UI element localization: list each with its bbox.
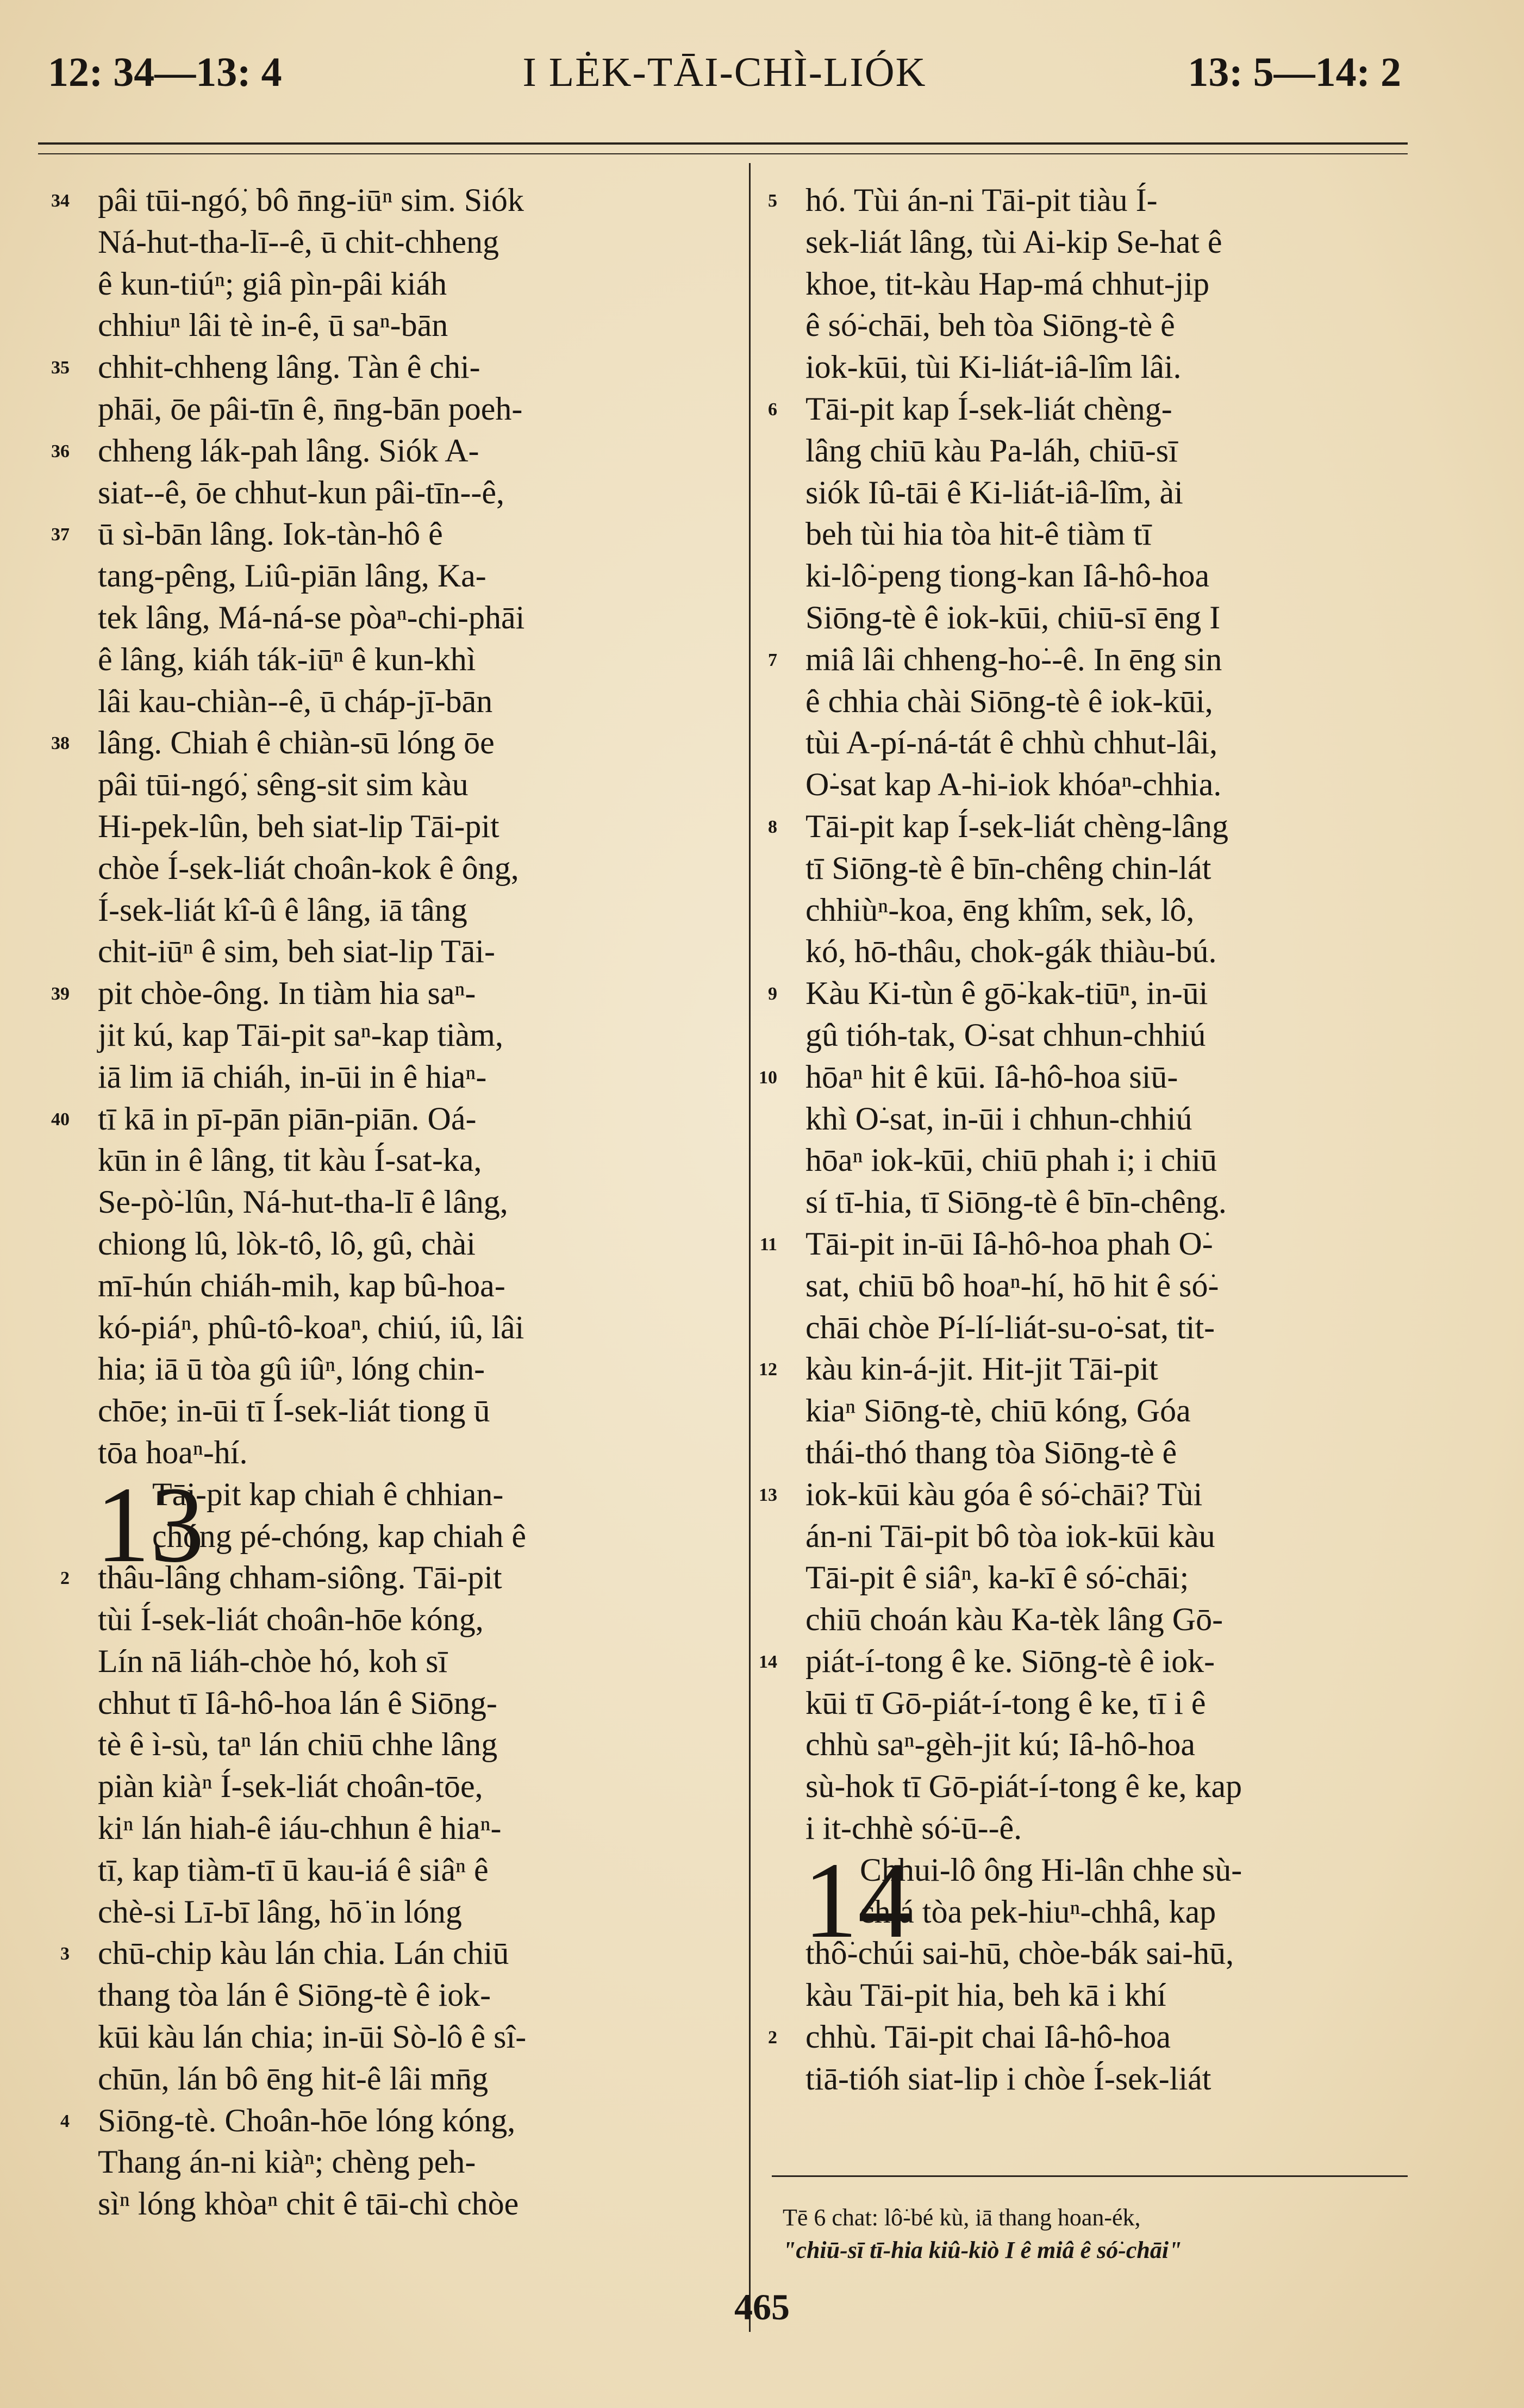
verse-number: 6 bbox=[768, 399, 777, 420]
text-line bbox=[805, 1766, 1431, 1807]
line-text: tī kā in pī-pān piān-piān. Oá- bbox=[98, 1100, 477, 1137]
line-text: tī, kap tiàm-tī ū kau-iá ê siâⁿ ê bbox=[98, 1851, 489, 1888]
text-line bbox=[98, 221, 723, 263]
text-line bbox=[805, 1265, 1431, 1307]
line-text: chūn, lán bô ēng hit-ê lâi mn̄g bbox=[98, 2060, 489, 2097]
text-line bbox=[51, 1098, 723, 1140]
running-head bbox=[48, 49, 1401, 109]
text-line bbox=[51, 346, 723, 388]
line-text: piát-í-tong ê ke. Siōng-tè ê iok- bbox=[805, 1643, 1215, 1679]
text-line bbox=[759, 1223, 1431, 1265]
text-line bbox=[98, 1849, 723, 1891]
line-text: beh tùi hia tòa hit-ê tiàm tī bbox=[805, 516, 1152, 552]
line-text: khoe, tit-kàu Hap-má chhut-jip bbox=[805, 265, 1210, 302]
text-line bbox=[98, 2183, 723, 2225]
footnote-line-2: "chiū-sī tī-hia kiû-kiò I ê miâ ê só͘-chāi" bbox=[783, 2237, 1182, 2263]
line-text: thô͘-chúi sai-hū, chòe-bák sai-hū, bbox=[805, 1935, 1234, 1972]
text-line bbox=[805, 1390, 1431, 1432]
text-line bbox=[98, 889, 723, 931]
text-line bbox=[805, 764, 1431, 806]
text-line bbox=[759, 1474, 1431, 1515]
text-line bbox=[805, 1432, 1431, 1474]
text-line bbox=[805, 2058, 1431, 2100]
line-text: ê kun-tiúⁿ; giâ pìn-pâi kiáh bbox=[98, 265, 447, 302]
text-line bbox=[768, 806, 1431, 847]
line-text: tùi A-pí-ná-tát ê chhù chhut-lâi, bbox=[805, 725, 1218, 761]
line-text: hia; iā ū tòa gû iûⁿ, lóng chin- bbox=[98, 1351, 485, 1387]
line-text: kūi kàu lán chia; in-ūi Sò-lô ê sî- bbox=[98, 2019, 527, 2055]
text-line bbox=[805, 430, 1431, 472]
text-line bbox=[51, 430, 723, 472]
line-text: ê chhia chài Siōng-tè ê iok-kūi, bbox=[805, 683, 1213, 719]
line-text: chāi chòe Pí-lí-liát-su-o͘-sat, tit- bbox=[805, 1309, 1215, 1345]
line-text: jit kú, kap Tāi-pit saⁿ-kap tiàm, bbox=[98, 1016, 503, 1053]
text-line bbox=[768, 2016, 1431, 2058]
text-line bbox=[805, 681, 1431, 722]
line-text: chiong lû, lòk-tô, lô, gû, chài bbox=[98, 1225, 476, 1262]
footnote bbox=[783, 2201, 1408, 2267]
text-line bbox=[768, 179, 1431, 221]
verse-number: 34 bbox=[51, 191, 70, 211]
header-left-reference: 12: 34—13: 4 bbox=[48, 49, 282, 95]
line-text: iā lim iā chiáh, in-ūi in ê hiaⁿ- bbox=[98, 1058, 487, 1095]
text-line bbox=[98, 1515, 723, 1557]
line-text: Hi-pek-lûn, beh siat-lip Tāi-pit bbox=[98, 808, 499, 844]
page-number: 465 bbox=[734, 2286, 790, 2328]
verse-number: 10 bbox=[759, 1067, 777, 1088]
text-line bbox=[98, 597, 723, 639]
verse-number: 40 bbox=[51, 1109, 70, 1130]
text-line bbox=[805, 1515, 1431, 1557]
line-text: chè-si Lī-bī lâng, hō͘ in lóng bbox=[98, 1893, 462, 1930]
line-text: pâi tūi-ngó͘, sêng-sit sim kàu bbox=[98, 766, 469, 803]
text-line bbox=[805, 513, 1431, 555]
line-text: tùi Í-sek-liát choân-hōe kóng, bbox=[98, 1601, 484, 1638]
text-line bbox=[98, 263, 723, 305]
line-text: miâ lâi chheng-ho͘--ê. In ēng sin bbox=[805, 641, 1222, 677]
text-line bbox=[98, 1181, 723, 1223]
text-line bbox=[98, 681, 723, 722]
line-text: Se-pò͘-lûn, Ná-hut-tha-lī ê lâng, bbox=[98, 1184, 508, 1220]
line-text: chhiùⁿ-koa, ēng khîm, sek, lô, bbox=[805, 891, 1195, 928]
text-line bbox=[759, 1348, 1431, 1390]
text-line bbox=[98, 1891, 723, 1933]
text-line bbox=[768, 639, 1431, 681]
line-text: hōaⁿ hit ê kūi. Iâ-hô-hoa siū- bbox=[805, 1058, 1178, 1095]
text-line bbox=[98, 1307, 723, 1349]
line-text: hó. Tùi án-ni Tāi-pit tiàu Í- bbox=[805, 182, 1158, 218]
text-line bbox=[60, 1932, 723, 1974]
verse-number: 9 bbox=[768, 984, 777, 1005]
text-line bbox=[98, 2016, 723, 2058]
verse-number: 3 bbox=[60, 1944, 70, 1964]
line-text: Siōng-tè. Choân-hōe lóng kóng, bbox=[98, 2102, 516, 2138]
text-line bbox=[98, 1640, 723, 1682]
text-line bbox=[98, 806, 723, 847]
line-text: pâi tūi-ngó͘, bô n̄ng-iūⁿ sim. Siók bbox=[98, 182, 524, 218]
footnote-line-1: Tē 6 chat: lô͘-bé kù, iā thang hoan-ék, bbox=[783, 2204, 1141, 2231]
text-line bbox=[98, 388, 723, 430]
line-text: sí tī-hia, tī Siōng-tè ê bīn-chêng. bbox=[805, 1184, 1227, 1220]
line-text: lâi kau-chiàn--ê, ū cháp-jī-bān bbox=[98, 683, 493, 719]
text-line bbox=[805, 597, 1431, 639]
line-text: tōa hoaⁿ-hí. bbox=[98, 1434, 248, 1470]
verse-number: 36 bbox=[51, 441, 70, 461]
line-text: ki-lô͘-peng tiong-kan Iâ-hô-hoa bbox=[805, 558, 1210, 594]
line-text: Thang án-ni kiàⁿ; chèng peh- bbox=[98, 2144, 476, 2180]
text-line bbox=[768, 972, 1431, 1014]
line-text: sek-liát lâng, tùi Ai-kip Se-hat ê bbox=[805, 223, 1222, 260]
text-line bbox=[805, 1724, 1431, 1766]
text-line bbox=[98, 1223, 723, 1265]
line-text: i it-chhè só͘-ū--ê. bbox=[805, 1810, 1022, 1846]
text-line bbox=[98, 555, 723, 597]
verse-number: 12 bbox=[759, 1359, 777, 1380]
text-line bbox=[805, 847, 1431, 889]
line-text: chhiuⁿ lâi tè in-ê, ū saⁿ-bān bbox=[98, 307, 448, 344]
line-text: chiū choán kàu Ka-tèk lâng Gō- bbox=[805, 1601, 1223, 1638]
line-text: kàu Tāi-pit hia, beh kā i khí bbox=[805, 1977, 1166, 2013]
right-column bbox=[759, 179, 1431, 2100]
line-text: Kàu Ki-tùn ê gō͘-kak-tiūⁿ, in-ūi bbox=[805, 975, 1208, 1012]
verse-number: 4 bbox=[60, 2111, 70, 2131]
text-line bbox=[98, 1056, 723, 1098]
line-text: phāi, ōe pâi-tīn ê, n̄ng-bān poeh- bbox=[98, 390, 523, 427]
line-text: mī-hún chiáh-mih, kap bû-hoa- bbox=[98, 1267, 505, 1303]
verse-number: 8 bbox=[768, 816, 777, 837]
line-text: kó-piáⁿ, phû-tô-koaⁿ, chiú, iû, lâi bbox=[98, 1309, 524, 1345]
text-line bbox=[805, 1682, 1431, 1724]
line-text: chhù saⁿ-gèh-jit kú; Iâ-hô-hoa bbox=[805, 1726, 1195, 1763]
line-text: thái-thó thang tòa Siōng-tè ê bbox=[805, 1434, 1177, 1470]
line-text: Tāi-pit kap chiah ê chhian- bbox=[152, 1476, 504, 1512]
text-line bbox=[805, 1014, 1431, 1056]
text-line bbox=[98, 2058, 723, 2100]
line-text: tang-pêng, Liû-piān lâng, Ka- bbox=[98, 558, 486, 594]
text-line bbox=[805, 304, 1431, 346]
text-line bbox=[51, 972, 723, 1014]
text-line bbox=[805, 1307, 1431, 1349]
text-line bbox=[805, 263, 1431, 305]
text-line bbox=[805, 346, 1431, 388]
line-text: kūi tī Gō-piát-í-tong ê ke, tī i ê bbox=[805, 1685, 1206, 1721]
line-text: pit chòe-ông. In tiàm hia saⁿ- bbox=[98, 975, 476, 1012]
line-text: kūn in ê lâng, tit kàu Í-sat-ka, bbox=[98, 1142, 482, 1178]
line-text: sìⁿ lóng khòaⁿ chit ê tāi-chì chòe bbox=[98, 2186, 519, 2222]
line-text: Lín nā liáh-chòe hó, koh sī bbox=[98, 1643, 448, 1679]
line-text: Tāi-pit kap Í-sek-liát chèng- bbox=[805, 390, 1172, 427]
line-text: Tāi-pit in-ūi Iâ-hô-hoa phah O͘- bbox=[805, 1225, 1213, 1262]
verse-number: 14 bbox=[759, 1651, 777, 1672]
verse-number: 37 bbox=[51, 525, 70, 545]
line-text: chóng pé-chóng, kap chiah ê bbox=[152, 1518, 527, 1554]
line-text: Chhui-lô ông Hi-lân chhe sù- bbox=[860, 1851, 1242, 1888]
chapter-number: 14 bbox=[803, 1840, 912, 1961]
line-text: chheng lák-pah lâng. Siók A- bbox=[98, 432, 479, 469]
line-text: sat, chiū bô hoaⁿ-hí, hō hit ê só͘- bbox=[805, 1267, 1219, 1303]
header-rule-thin bbox=[38, 153, 1408, 154]
text-line bbox=[759, 1640, 1431, 1682]
text-line bbox=[98, 764, 723, 806]
line-text: khì O͘-sat, in-ūi i chhun-chhiú bbox=[805, 1100, 1192, 1137]
text-line bbox=[805, 1557, 1431, 1599]
text-line bbox=[51, 722, 723, 764]
text-line bbox=[98, 931, 723, 972]
verse-number: 2 bbox=[768, 2028, 777, 2048]
text-line bbox=[805, 1181, 1431, 1223]
line-text: Ná-hut-tha-lī--ê, ū chit-chheng bbox=[98, 223, 499, 260]
book-title: I LĖK-TĀI-CHÌ-LIÓK bbox=[522, 49, 927, 95]
text-line bbox=[805, 1139, 1431, 1181]
line-text: kó, hō-thâu, chok-gák thiàu-bú. bbox=[805, 933, 1217, 970]
text-line bbox=[768, 388, 1431, 430]
text-line bbox=[98, 1599, 723, 1640]
text-line bbox=[98, 2141, 723, 2183]
text-line bbox=[51, 513, 723, 555]
line-text: gû tióh-tak, O͘-sat chhun-chhiú bbox=[805, 1016, 1206, 1053]
text-line bbox=[98, 639, 723, 681]
line-text: piàn kiàⁿ Í-sek-liát choân-tōe, bbox=[98, 1768, 483, 1805]
line-text: sù-hok tī Gō-piát-í-tong ê ke, kap bbox=[805, 1768, 1242, 1805]
text-line bbox=[805, 722, 1431, 764]
line-text: ū sì-bān lâng. Iok-tàn-hô ê bbox=[98, 516, 443, 552]
text-line bbox=[759, 1056, 1431, 1098]
text-line bbox=[98, 1974, 723, 2016]
text-line bbox=[98, 472, 723, 514]
text-line bbox=[98, 1390, 723, 1432]
text-line bbox=[98, 1014, 723, 1056]
text-line bbox=[805, 1932, 1431, 1974]
text-line bbox=[805, 1098, 1431, 1140]
verse-number: 38 bbox=[51, 733, 70, 754]
text-line bbox=[98, 1682, 723, 1724]
text-line bbox=[805, 1891, 1431, 1933]
chapter-number: 13 bbox=[96, 1464, 204, 1585]
text-line bbox=[60, 1557, 723, 1599]
text-line bbox=[805, 555, 1431, 597]
line-text: chiá tòa pek-hiuⁿ-chhâ, kap bbox=[860, 1893, 1216, 1930]
left-column bbox=[51, 179, 723, 2225]
line-text: lâng. Chiah ê chiàn-sū lóng ōe bbox=[98, 725, 495, 761]
verse-number: 13 bbox=[759, 1484, 777, 1505]
line-text: kiaⁿ Siōng-tè, chiū kóng, Góa bbox=[805, 1393, 1191, 1429]
line-text: chòe Í-sek-liát choân-kok ê ông, bbox=[98, 850, 519, 886]
verse-number: 2 bbox=[60, 1568, 70, 1589]
footnote-rule bbox=[772, 2175, 1408, 2177]
text-line bbox=[805, 931, 1431, 972]
line-text: tiā-tióh siat-lip i chòe Í-sek-liát bbox=[805, 2060, 1211, 2097]
verse-number: 11 bbox=[759, 1234, 777, 1255]
line-text: ê lâng, kiáh ták-iūⁿ ê kun-khì bbox=[98, 641, 476, 677]
text-line bbox=[98, 1139, 723, 1181]
line-text: kiⁿ lán hiah-ê iáu-chhun ê hiaⁿ- bbox=[98, 1810, 502, 1846]
text-line bbox=[60, 2100, 723, 2142]
line-text: Siōng-tè ê iok-kūi, chiū-sī ēng I bbox=[805, 599, 1221, 635]
line-text: Tāi-pit kap Í-sek-liát chèng-lâng bbox=[805, 808, 1229, 844]
text-line bbox=[98, 847, 723, 889]
text-line bbox=[98, 1348, 723, 1390]
text-line bbox=[805, 1974, 1431, 2016]
line-text: hōaⁿ iok-kūi, chiū phah i; i chiū bbox=[805, 1142, 1217, 1178]
line-text: thâu-lâng chham-siông. Tāi-pit bbox=[98, 1559, 502, 1596]
header-right-reference: 13: 5—14: 2 bbox=[1188, 49, 1401, 95]
text-line bbox=[98, 1766, 723, 1807]
line-text: tī Siōng-tè ê bīn-chêng chin-lát bbox=[805, 850, 1211, 886]
line-text: lâng chiū kàu Pa-láh, chiū-sī bbox=[805, 432, 1178, 469]
line-text: án-ni Tāi-pit bô tòa iok-kūi kàu bbox=[805, 1518, 1215, 1554]
line-text: iok-kūi kàu góa ê só͘-chāi? Tùi bbox=[805, 1476, 1203, 1512]
line-text: chū-chip kàu lán chia. Lán chiū bbox=[98, 1935, 509, 1972]
verse-number: 35 bbox=[51, 358, 70, 378]
text-line bbox=[98, 1807, 723, 1849]
line-text: chhù. Tāi-pit chai Iâ-hô-hoa bbox=[805, 2019, 1171, 2055]
line-text: tè ê ì-sù, taⁿ lán chiū chhe lâng bbox=[98, 1726, 498, 1763]
text-line bbox=[805, 472, 1431, 514]
verse-number: 7 bbox=[768, 650, 777, 670]
line-text: Tāi-pit ê siâⁿ, ka-kī ê só͘-chāi; bbox=[805, 1559, 1189, 1596]
text-line bbox=[98, 1265, 723, 1307]
text-line bbox=[805, 1599, 1431, 1640]
line-text: siók Iû-tāi ê Ki-liát-iâ-lîm, ài bbox=[805, 474, 1183, 510]
text-line bbox=[98, 1724, 723, 1766]
verse-number: 39 bbox=[51, 984, 70, 1005]
line-text: thang tòa lán ê Siōng-tè ê iok- bbox=[98, 1977, 491, 2013]
verse-number: 5 bbox=[768, 191, 777, 211]
line-text: O͘-sat kap A-hi-iok khóaⁿ-chhia. bbox=[805, 766, 1222, 803]
line-text: ê só͘-chāi, beh tòa Siōng-tè ê bbox=[805, 307, 1175, 344]
text-line bbox=[51, 179, 723, 221]
text-line bbox=[98, 304, 723, 346]
line-text: chhut tī Iâ-hô-hoa lán ê Siōng- bbox=[98, 1685, 497, 1721]
header-rule bbox=[38, 142, 1408, 145]
line-text: siat--ê, ōe chhut-kun pâi-tīn--ê, bbox=[98, 474, 505, 510]
line-text: chhit-chheng lâng. Tàn ê chi- bbox=[98, 349, 480, 385]
line-text: iok-kūi, tùi Ki-liát-iâ-lîm lâi. bbox=[805, 349, 1182, 385]
line-text: kàu kin-á-jit. Hit-jit Tāi-pit bbox=[805, 1351, 1158, 1387]
line-text: Í-sek-liát kî-û ê lâng, iā tâng bbox=[98, 891, 467, 928]
line-text: chit-iūⁿ ê sim, beh siat-lip Tāi- bbox=[98, 933, 495, 970]
text-line bbox=[805, 221, 1431, 263]
text-line bbox=[805, 889, 1431, 931]
line-text: tek lâng, Má-ná-se pòaⁿ-chi-phāi bbox=[98, 599, 525, 635]
line-text: chōe; in-ūi tī Í-sek-liát tiong ū bbox=[98, 1393, 490, 1429]
